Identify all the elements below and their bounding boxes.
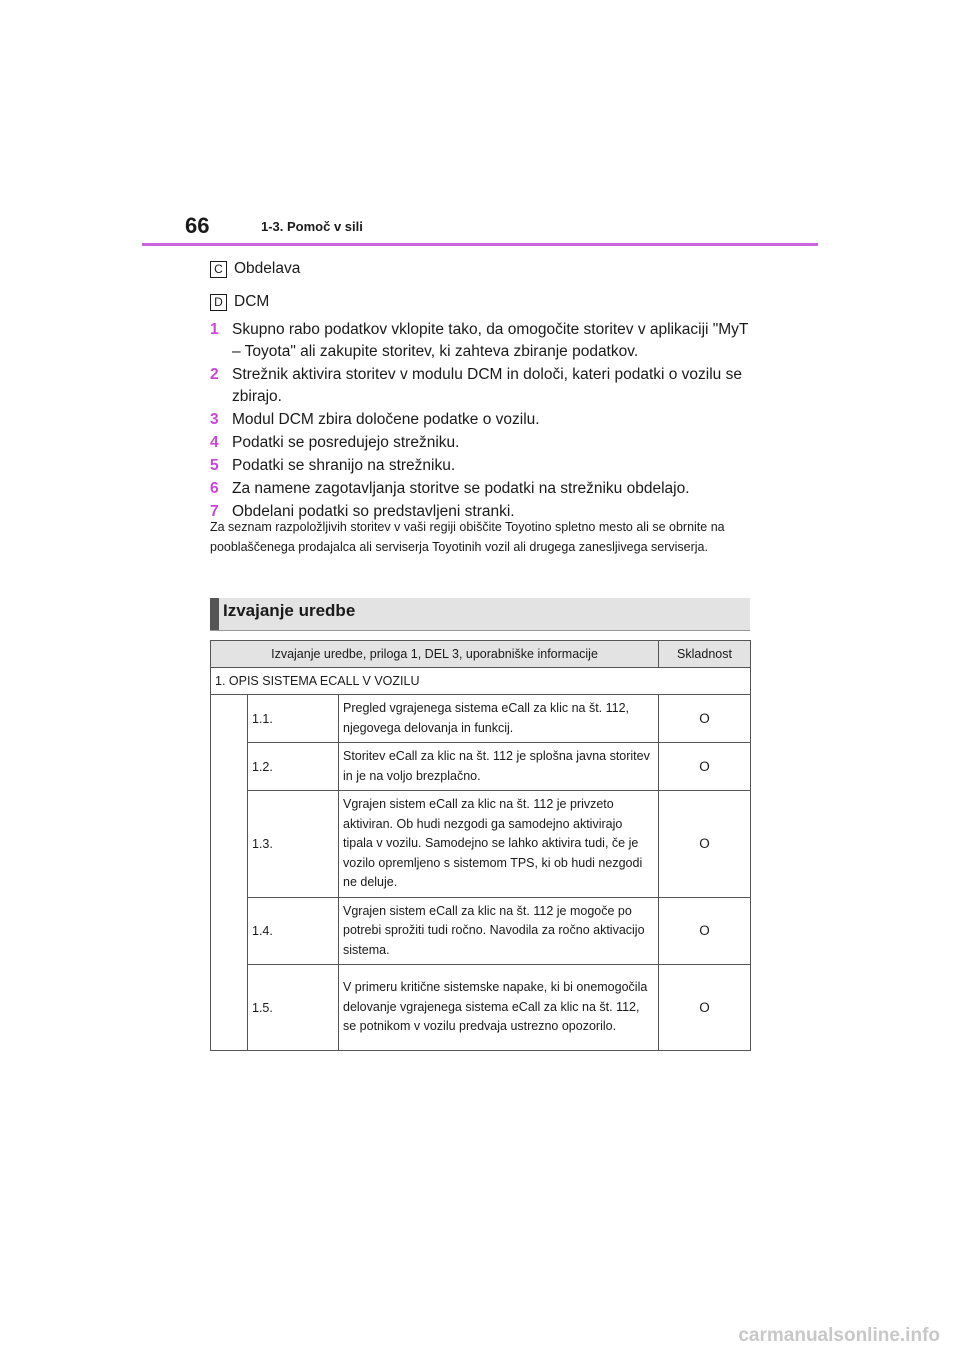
step-text: Skupno rabo podatkov vklopite tako, da omogočite storitev v aplikaciji "MyT – Toyota" ali zakupite storitev, ki zahteva zbiranje podatkov. xyxy=(232,321,749,360)
table-section-row xyxy=(211,668,751,695)
step-number: 2 xyxy=(210,366,219,383)
row-compliance: O xyxy=(659,791,751,898)
section-row-title: 1. OPIS SISTEMA ECALL V VOZILU xyxy=(211,668,751,695)
step-item xyxy=(210,364,750,408)
row-compliance: O xyxy=(659,695,751,743)
row-number: 1.5. xyxy=(248,965,339,1051)
header-requirement: Izvajanje uredbe, priloga 1, DEL 3, uporabniške informacije xyxy=(211,641,659,668)
heading-accent-bar xyxy=(210,598,219,630)
step-number: 3 xyxy=(210,411,219,428)
watermark: carmanualsonline.info xyxy=(738,1325,940,1346)
label-d-text: DCM xyxy=(234,293,270,310)
step-list xyxy=(210,319,750,524)
table-row xyxy=(211,743,751,791)
row-description: Pregled vgrajenega sistema eCall za klic na št. 112, njegovega delovanja in funkcij. xyxy=(339,695,659,743)
step-number: 7 xyxy=(210,503,219,520)
header-rule xyxy=(142,243,818,246)
section-title: 1-3. Pomoč v sili xyxy=(261,219,363,234)
step-text: Podatki se shranijo na strežniku. xyxy=(232,457,456,474)
table-row xyxy=(211,897,751,965)
step-item xyxy=(210,478,750,500)
info-note: Za seznam razpoložljivih storitev v vaši regiji obiščite Toyotino spletno mesto ali se obrnite na pooblaščenega prodajalca ali serviserja Toyotinih vozil ali drugega zanesljivega serviserja. xyxy=(210,520,725,554)
header-compliance: Skladnost xyxy=(659,641,751,668)
regulation-table xyxy=(210,640,751,1051)
step-text: Modul DCM zbira določene podatke o vozilu. xyxy=(232,411,540,428)
step-number: 5 xyxy=(210,457,219,474)
step-item xyxy=(210,432,750,454)
row-number: 1.3. xyxy=(248,791,339,898)
step-text: Strežnik aktivira storitev v modulu DCM in določi, kateri podatki o vozilu se zbirajo. xyxy=(232,366,742,405)
page-number: 66 xyxy=(185,213,210,238)
step-item xyxy=(210,409,750,431)
row-description: Vgrajen sistem eCall za klic na št. 112 je privzeto aktiviran. Ob hudi nezgodi ga samodejno aktivirajo tipala v vozilu. Samodejno se lahko aktivira tudi, če je vozilo opremljeno s sistemom TPS, ki ob hudi nezgodi ne deluje. xyxy=(339,791,659,898)
heading-underline xyxy=(210,630,750,631)
label-c xyxy=(210,260,300,278)
step-text: Podatki se posredujejo strežniku. xyxy=(232,434,460,451)
row-compliance: O xyxy=(659,743,751,791)
table-row xyxy=(211,695,751,743)
label-d-letter: D xyxy=(210,294,227,311)
step-item xyxy=(210,319,750,363)
subsection-heading xyxy=(210,598,750,630)
row-compliance: O xyxy=(659,897,751,965)
row-number: 1.1. xyxy=(248,695,339,743)
label-c-letter: C xyxy=(210,261,227,278)
step-number: 1 xyxy=(210,321,219,338)
table-row xyxy=(211,965,751,1051)
row-description: V primeru kritične sistemske napake, ki bi onemogočila delovanje vgrajenega sistema eCall za klic na št. 112, se potnikom v vozilu predvaja ustrezno opozorilo. xyxy=(339,965,659,1051)
label-d xyxy=(210,293,269,311)
label-c-text: Obdelava xyxy=(234,260,301,277)
subsection-title: Izvajanje uredbe xyxy=(223,601,356,620)
row-number: 1.4. xyxy=(248,897,339,965)
step-number: 4 xyxy=(210,434,219,451)
table-header-row xyxy=(211,641,751,668)
step-item xyxy=(210,455,750,477)
row-description: Vgrajen sistem eCall za klic na št. 112 je mogoče po potrebi sprožiti tudi ročno. Navodila za ročno aktivacijo sistema. xyxy=(339,897,659,965)
row-compliance: O xyxy=(659,965,751,1051)
step-text: Obdelani podatki so predstavljeni stranki. xyxy=(232,503,515,520)
table-row xyxy=(211,791,751,898)
step-text: Za namene zagotavljanja storitve se podatki na strežniku obdelajo. xyxy=(232,480,690,497)
step-number: 6 xyxy=(210,480,219,497)
indent-cell xyxy=(211,695,248,1051)
row-number: 1.2. xyxy=(248,743,339,791)
row-description: Storitev eCall za klic na št. 112 je splošna javna storitev in je na voljo brezplačno. xyxy=(339,743,659,791)
